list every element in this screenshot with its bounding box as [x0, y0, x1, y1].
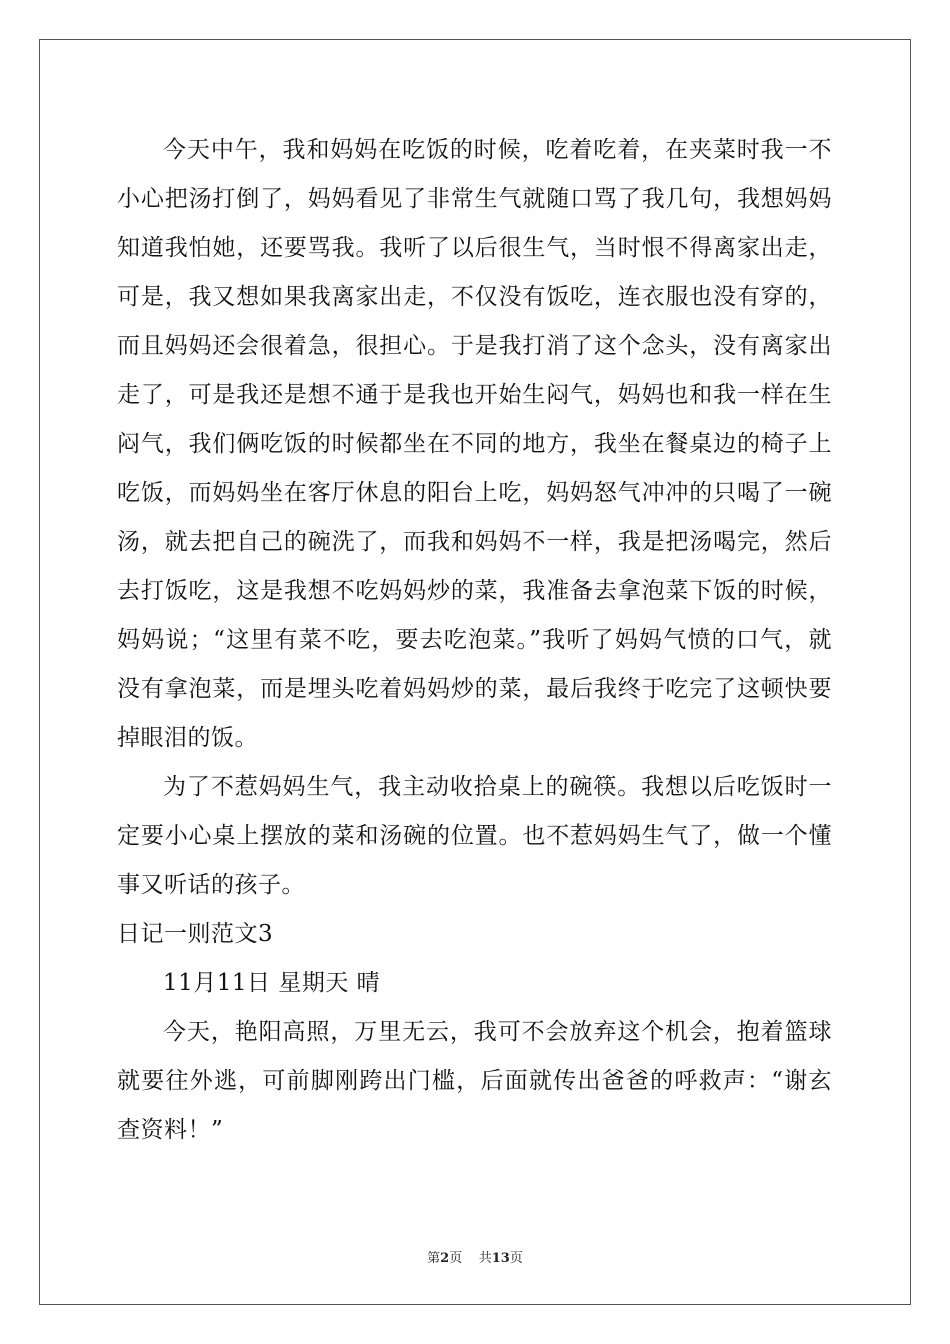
paragraph-1: 今天中午，我和妈妈在吃饭的时候，吃着吃着，在夹菜时我一不小心把汤打倒了，妈妈看见了非常生气就随口骂了我几句，我想妈妈知道我怕她，还要骂我。我听了以后很生气，当时恨不得离家出走，可是，我又想如果我离家出走，不仅没有饭吃，连衣服也没有穿的，而且妈妈还会很着急，很担心。于是我打消了这个念头，没有离家出走了，可是我还是想不通于是我也开始生闷气，妈妈也和我一样在生闷气，我们俩吃饭的时候都坐在不同的地方，我坐在餐桌边的椅子上吃饭，而妈妈坐在客厅休息的阳台上吃，妈妈怒气冲冲的只喝了一碗汤，就去把自己的碗洗了，而我和妈妈不一样，我是把汤喝完，然后去打饭吃，这是我想不吃妈妈炒的菜，我准备去拿泡菜下饭的时候，妈妈说；“这里有菜不吃，要去吃泡菜。”我听了妈妈气愤的口气，就没有拿泡菜，而是埋头吃着妈妈炒的菜，最后我终于吃完了这顿快要掉眼泪的饭。	[117, 137, 832, 751]
footer-mid: 页 共	[449, 1251, 492, 1266]
paragraph-3: 今天，艳阳高照，万里无云，我可不会放弃这个机会，抱着篮球就要往外逃，可前脚刚跨出门槛，后面就传出爸爸的呼救声：“谢玄查资料！”	[117, 1019, 832, 1143]
paragraph-2: 为了不惹妈妈生气，我主动收拾桌上的碗筷。我想以后吃饭时一定要小心桌上摆放的菜和汤碗的位置。也不惹妈妈生气了，做一个懂事又听话的孩子。	[117, 774, 832, 898]
footer-total-pages: 13	[491, 1251, 510, 1266]
section-heading: 日记一则范文3	[117, 921, 274, 947]
footer-suffix: 页	[509, 1251, 523, 1266]
page-footer	[0, 1247, 950, 1266]
footer-page-number: 2	[440, 1251, 450, 1266]
diary-date-line: 11月11日 星期天 晴	[163, 970, 381, 996]
document-body	[117, 126, 832, 1155]
footer-prefix: 第	[427, 1251, 441, 1266]
